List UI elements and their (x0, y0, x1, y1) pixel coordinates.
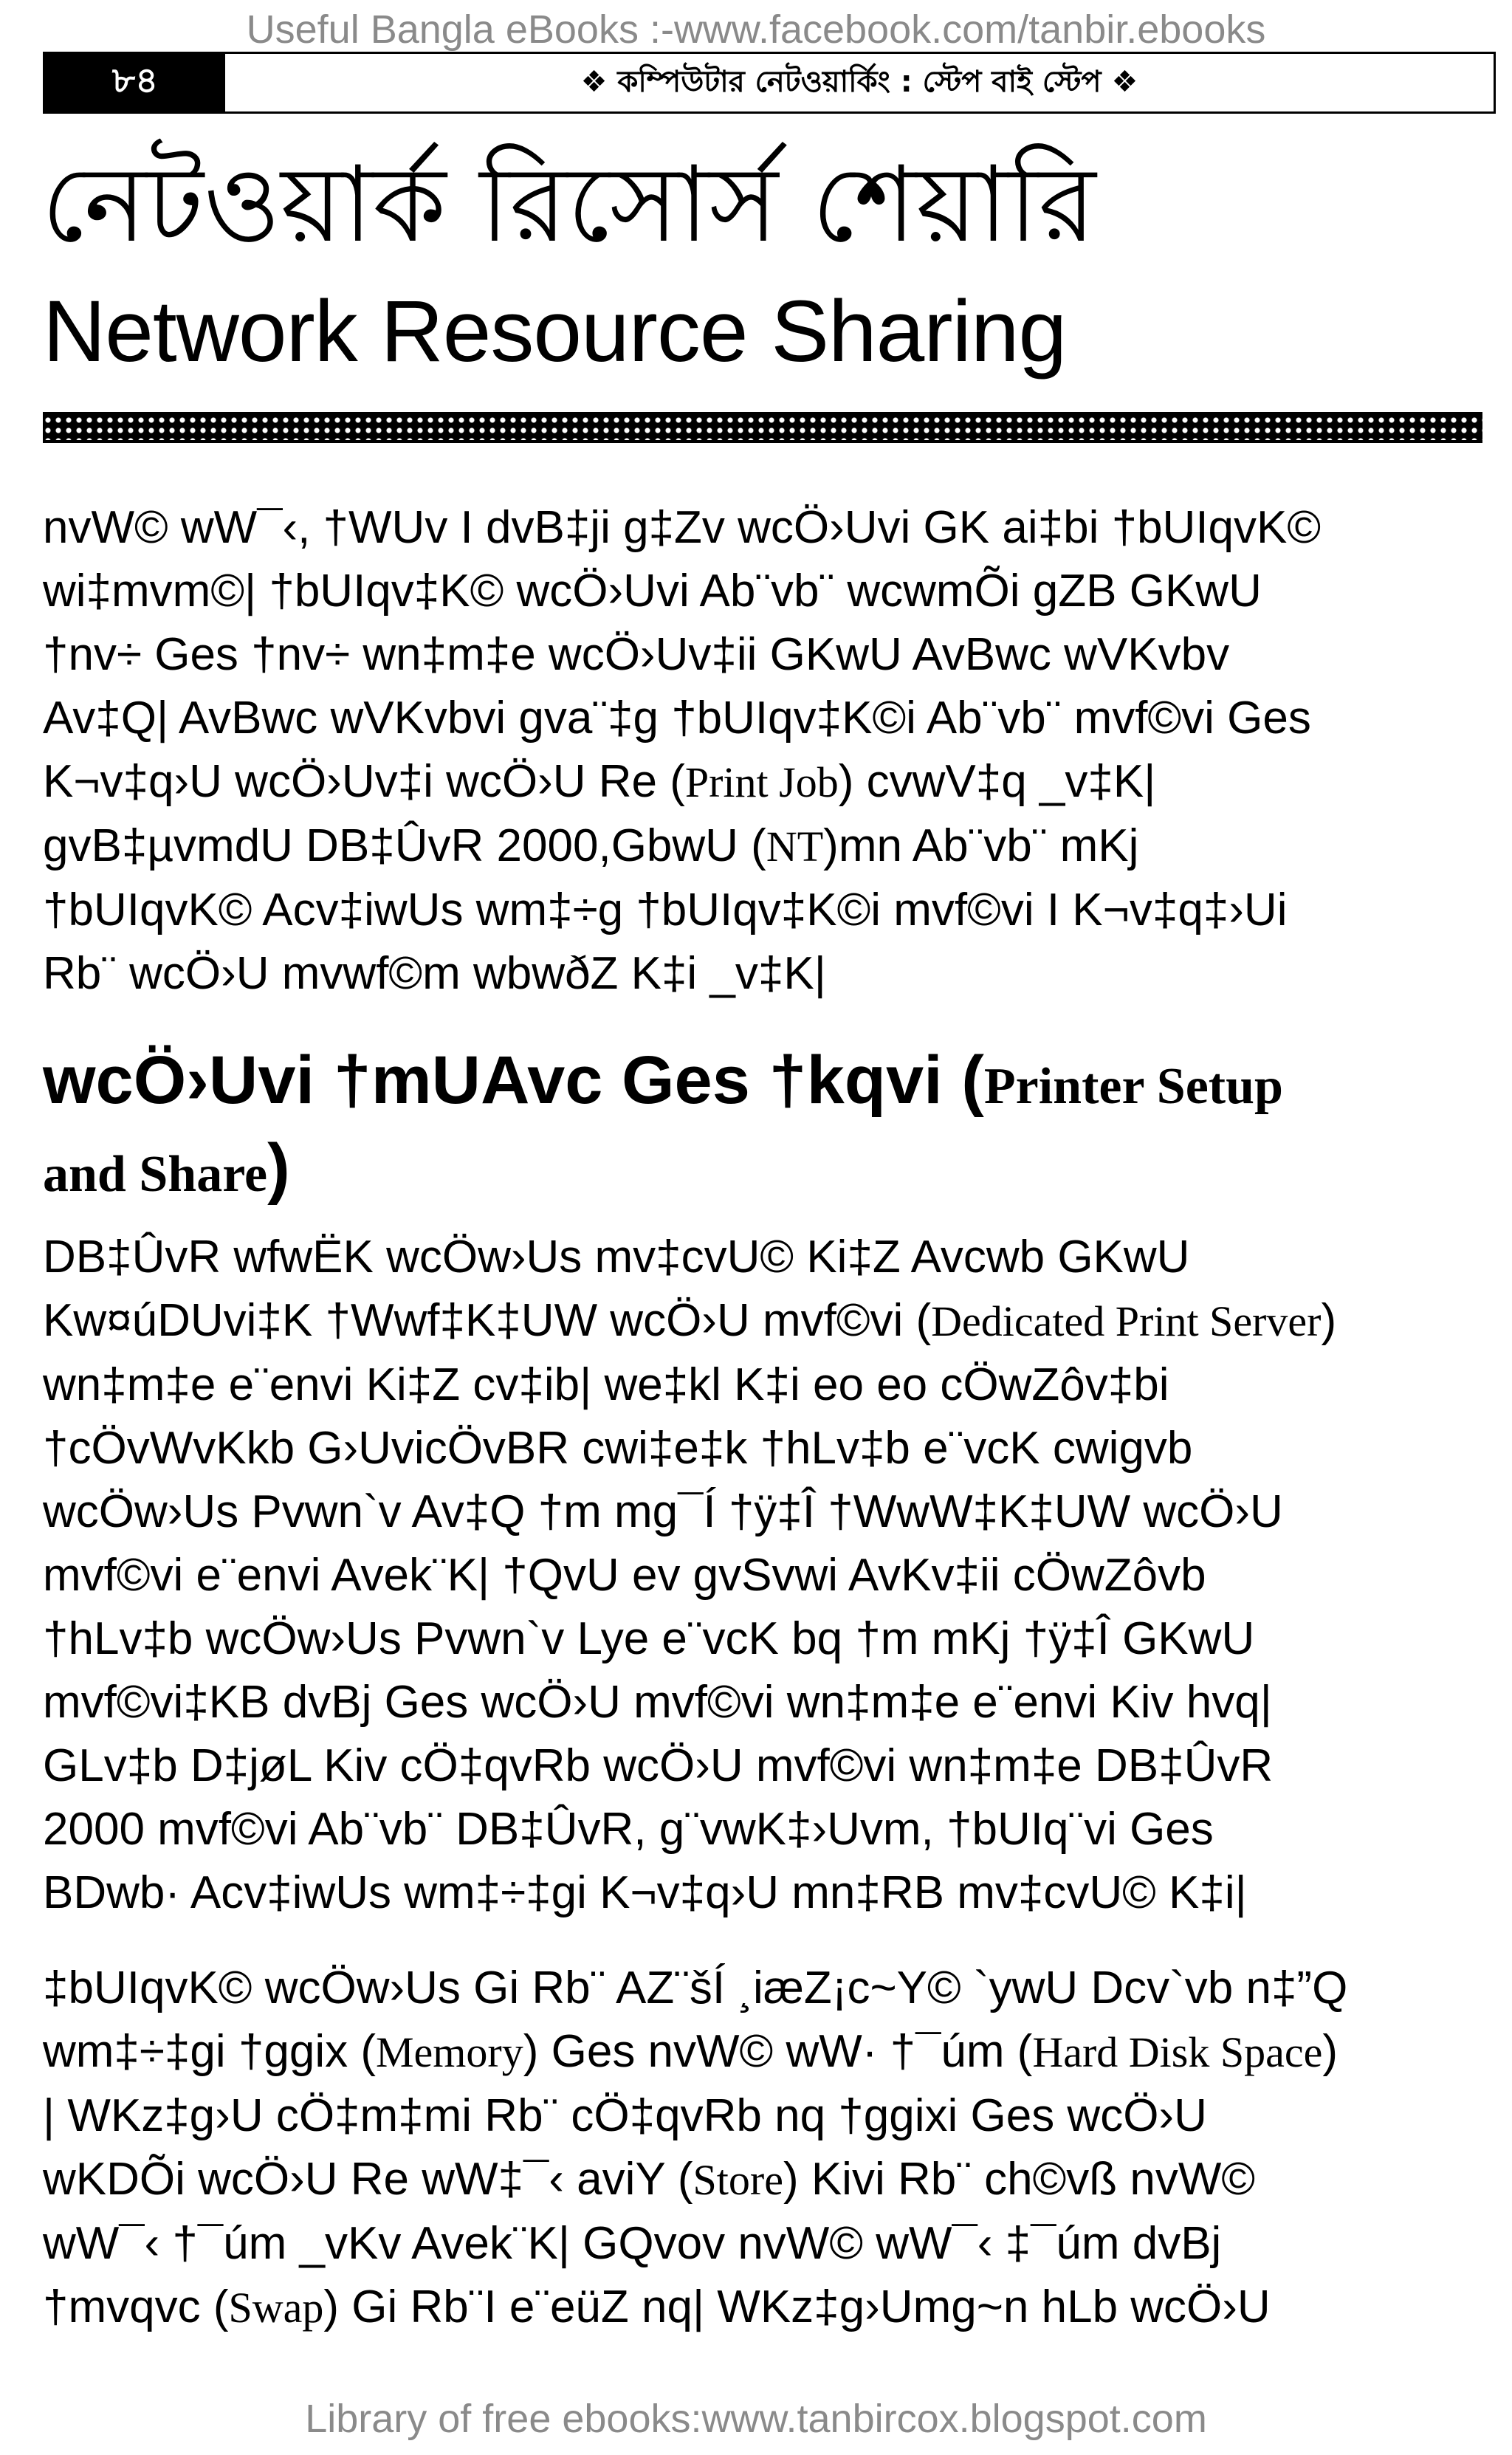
text-run: ) Kivi Rb¨ ch©vß nvW© (783, 2154, 1256, 2205)
term-dedicated-print-server: Dedicated Print Server (931, 1297, 1322, 1345)
term-memory: Memory (375, 2028, 523, 2076)
book-title: ❖ কম্পিউটার নেটওয়ার্কিং : স্টেপ বাই স্টেপ ❖ (580, 64, 1138, 99)
paragraph-line (43, 814, 1490, 879)
paragraph-line: wn‡m‡e e¨envi Ki‡Z cv‡ib| we‡kl K‡i eo eo cÖwZôv‡bi (43, 1359, 1169, 1410)
text-run: ) (1321, 1295, 1337, 1346)
paragraph-line: Rb¨ wcÖ›U mvwf©m wbwðZ K‡i _v‡K| (43, 948, 826, 999)
text-run: gvB‡µvmdU DB‡ÛvR 2000,GbwU ( (43, 820, 766, 871)
term-nt: NT (766, 823, 824, 871)
paragraph-line: DB‡ÛvR wfwËK wcÖw›Us mv‡cvU© Ki‡Z Avcwb GKwU (43, 1232, 1190, 1283)
text-run: K¬v‡q›U wcÖ›Uv‡i wcÖ›U Re ( (43, 756, 685, 807)
bottom-banner: Library of free ebooks:www.tanbircox.blogspot.com (305, 2397, 1207, 2441)
text-run: ) cvwV‡q _v‡K| (838, 756, 1156, 807)
text-run: †mvqvc ( (43, 2281, 229, 2332)
paragraph-line (43, 2148, 1490, 2212)
top-banner: Useful Bangla eBooks :-www.facebook.com/tanbir.ebooks (246, 7, 1266, 52)
section-heading-line-1 (43, 1040, 1490, 1127)
heading-english-1: Printer Setup (983, 1058, 1283, 1115)
text-run: ) Gi Rb¨I e¨eüZ nq| WKz‡g›Umg~n hLb wcÖ›U (323, 2281, 1271, 2332)
paragraph-line: wi‡mvm©| †bUIqv‡K© wcÖ›Uvi Ab¨vb¨ wcwmÕi gZB GKwU (43, 566, 1262, 617)
term-print-job: Print Job (684, 758, 839, 806)
paragraph-line: wW¯‹ †¯úm _vKv Avek¨K| GQvov nvW© wW¯‹ ‡¯úm dvBj (43, 2218, 1222, 2269)
paragraph-line: mvf©vi e¨envi Avek¨K| †QvU ev gvSvwi AvKv‡ii cÖwZôvb (43, 1550, 1206, 1601)
heading-bengali: wcÖ›Uvi †mUAvc Ges †kqvi ( (43, 1043, 984, 1118)
chapter-title-bengali: নেটওয়ার্ক রিসোর্স শেয়ারি (41, 144, 1096, 266)
text-run: ) Ges nvW© wW· †¯úm ( (523, 2026, 1033, 2077)
paragraph-line (43, 2020, 1490, 2084)
paragraph-1 (43, 496, 1490, 1006)
term-swap: Swap (228, 2284, 324, 2332)
paragraph-line: BDwb· Acv‡iwUs wm‡÷‡gi K¬v‡q›U mn‡RB mv‡cvU© K‡i| (43, 1867, 1247, 1918)
paragraph-line: †hLv‡b wcÖw›Us Pvwn`v Lye e¨vcK bq †m mKj †ÿ‡Î GKwU (43, 1613, 1255, 1664)
page-header (43, 52, 1496, 114)
text-run: wm‡÷‡gi †ggix ( (43, 2026, 376, 2077)
paragraph-3 (43, 1957, 1490, 2340)
paragraph-line: †nv÷ Ges †nv÷ wn‡m‡e wcÖ›Uv‡ii GKwU AvBwc wVKvbv (43, 629, 1230, 680)
heading-close-paren: ) (267, 1130, 290, 1206)
paragraph-line: wcÖw›Us Pvwn`v Av‡Q †m mg¯Í †ÿ‡Î †WwW‡K‡UW wcÖ›U (43, 1486, 1283, 1537)
paragraph-line: nvW© wW¯‹, †WUv I dvB‡ji g‡Zv wcÖ›Uvi GK ai‡bi †bUIqvK© (43, 502, 1322, 553)
decorative-divider (43, 412, 1482, 443)
paragraph-line: ‡bUIqvK© wcÖw›Us Gi Rb¨ AZ¨šÍ ¸iæZ¡c~Y© `ywU Dcv`vb n‡”Q (43, 1963, 1348, 2013)
term-hard-disk-space: Hard Disk Space (1032, 2028, 1323, 2076)
term-store: Store (693, 2156, 783, 2204)
paragraph-line: | WKz‡g›U cÖ‡m‡mi Rb¨ cÖ‡qvRb nq †ggixi Ges wcÖ›U (43, 2090, 1207, 2141)
text-run: ) (1322, 2026, 1339, 2077)
paragraph-line (43, 2276, 1490, 2340)
paragraph-line (43, 750, 1490, 814)
text-run: Kw¤úDUvi‡K †Wwf‡K‡UW wcÖ›U mvf©vi ( (43, 1295, 932, 1346)
paragraph-line: 2000 mvf©vi Ab¨vb¨ DB‡ÛvR, g¨vwK‡›Uvm, †bUIq¨vi Ges (43, 1804, 1214, 1855)
page-number: ৮৪ (45, 54, 225, 111)
paragraph-line: mvf©vi‡KB dvBj Ges wcÖ›U mvf©vi wn‡m‡e e¨envi Kiv hvq| (43, 1677, 1272, 1728)
section-heading (43, 1040, 1490, 1215)
text-run: )mn Ab¨vb¨ mKj (823, 820, 1139, 871)
chapter-title-english: Network Resource Sharing (43, 283, 1067, 380)
paragraph-line: †cÖvWvKkb G›UvicÖvBR cwi‡e‡k †hLv‡b e¨vcK cwigvb (43, 1423, 1193, 1474)
paragraph-line: GLv‡b D‡jøL Kiv cÖ‡qvRb wcÖ›U mvf©vi wn‡m‡e DB‡ÛvR (43, 1740, 1274, 1791)
paragraph-line (43, 1289, 1490, 1353)
text-run: wKDÕi wcÖ›U Re wW‡¯‹ aviY ( (43, 2154, 693, 2205)
paragraph-line: †bUIqvK© Acv‡iwUs wm‡÷g †bUIqv‡K©i mvf©vi I K¬v‡q‡›Ui (43, 885, 1288, 935)
heading-english-2: and Share (43, 1146, 268, 1203)
paragraph-line: Av‡Q| AvBwc wVKvbvi gva¨‡g †bUIqv‡K©i Ab¨vb¨ mvf©vi Ges (43, 693, 1311, 744)
paragraph-2 (43, 1226, 1490, 1925)
section-heading-line-2 (43, 1127, 1490, 1215)
